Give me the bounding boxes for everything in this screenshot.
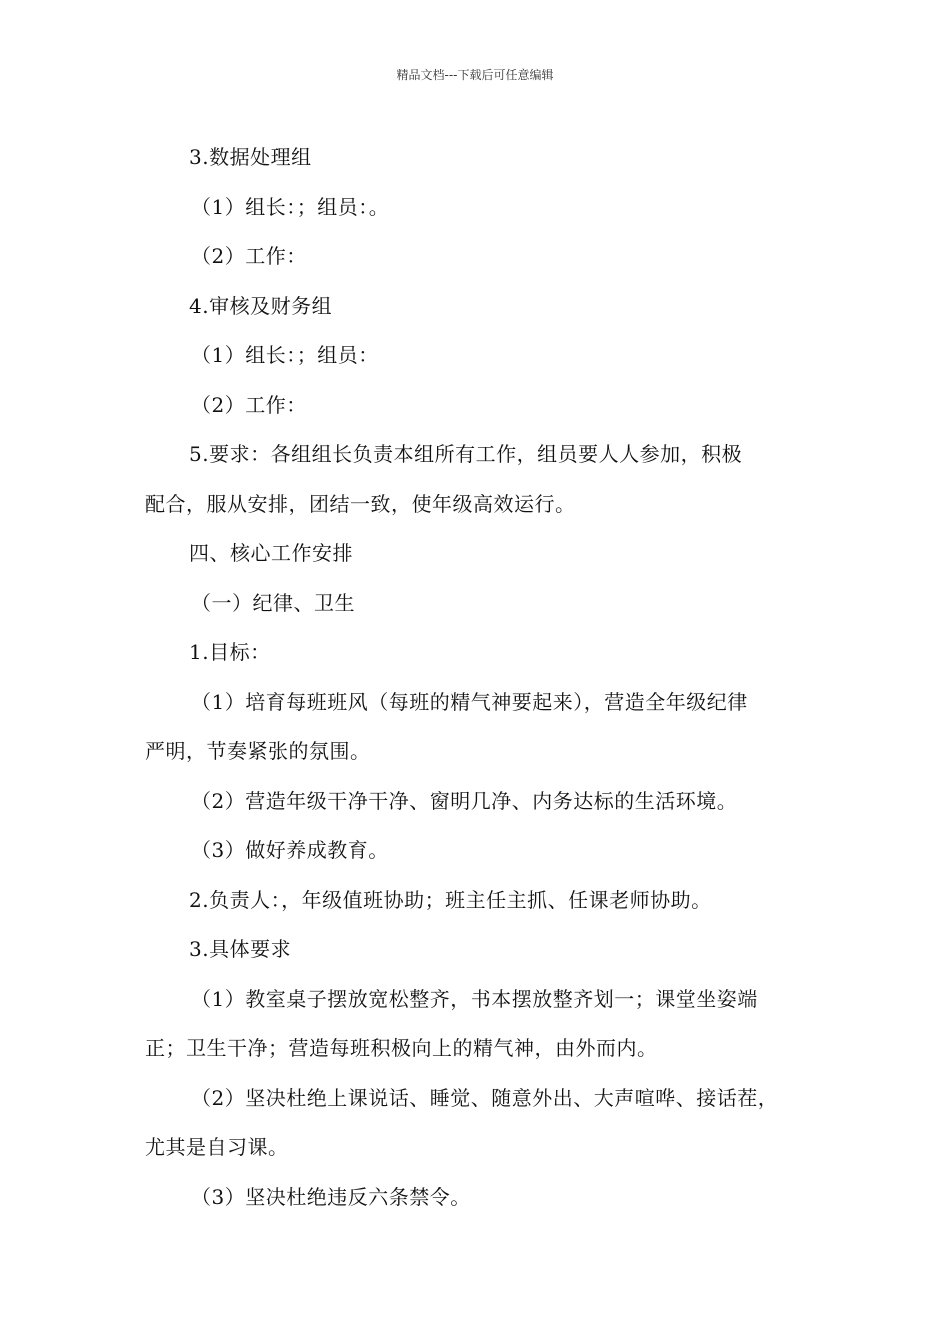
subsection-heading: （一）纪律、卫生 (191, 590, 355, 615)
list-item: （3）坚决杜绝违反六条禁令。 (191, 1184, 471, 1209)
section-heading: 四、核心工作安排 (189, 541, 353, 565)
list-item: （2）工作： (191, 392, 307, 417)
section-heading: 3.数据处理组 (189, 145, 312, 169)
document-body (145, 133, 825, 1222)
list-item: （2）坚决杜绝上课说话、睡觉、随意外出、大声喧哗、接话茬， (191, 1085, 779, 1110)
list-item: （2）营造年级干净干净、窗明几净、内务达标的生活环境。 (191, 788, 738, 813)
list-item: （3）做好养成教育。 (191, 838, 389, 862)
list-item: （1）组长：；组员： (191, 343, 379, 367)
paragraph-continuation: 配合，服从安排，团结一致，使年级高效运行。 (145, 491, 576, 516)
list-item: （1）教室桌子摆放宽松整齐，书本摆放整齐划一；课堂坐姿端 (191, 986, 758, 1011)
section-heading: 3.具体要求 (189, 937, 292, 961)
paragraph-continuation: 正；卫生干净；营造每班积极向上的精气神，由外而内。 (145, 1036, 658, 1060)
paragraph: 2.负责人：，年级值班协助；班主任主抓、任课老师协助。 (189, 887, 712, 912)
list-item: （1）培育每班班风（每班的精气神要起来），营造全年级纪律 (191, 689, 748, 714)
list-item: （2）工作： (191, 244, 307, 268)
list-item: （1）组长：；组员：。 (191, 194, 390, 219)
paragraph-continuation: 尤其是自习课。 (145, 1135, 289, 1159)
section-heading: 4.审核及财务组 (189, 293, 333, 318)
page-header: 精品文档---下载后可任意编辑 (396, 68, 554, 82)
section-heading: 1.目标： (189, 640, 271, 664)
paragraph: 5.要求：各组组长负责本组所有工作，组员要人人参加，积极 (189, 442, 743, 466)
paragraph-continuation: 严明，节奏紧张的氛围。 (145, 739, 371, 763)
